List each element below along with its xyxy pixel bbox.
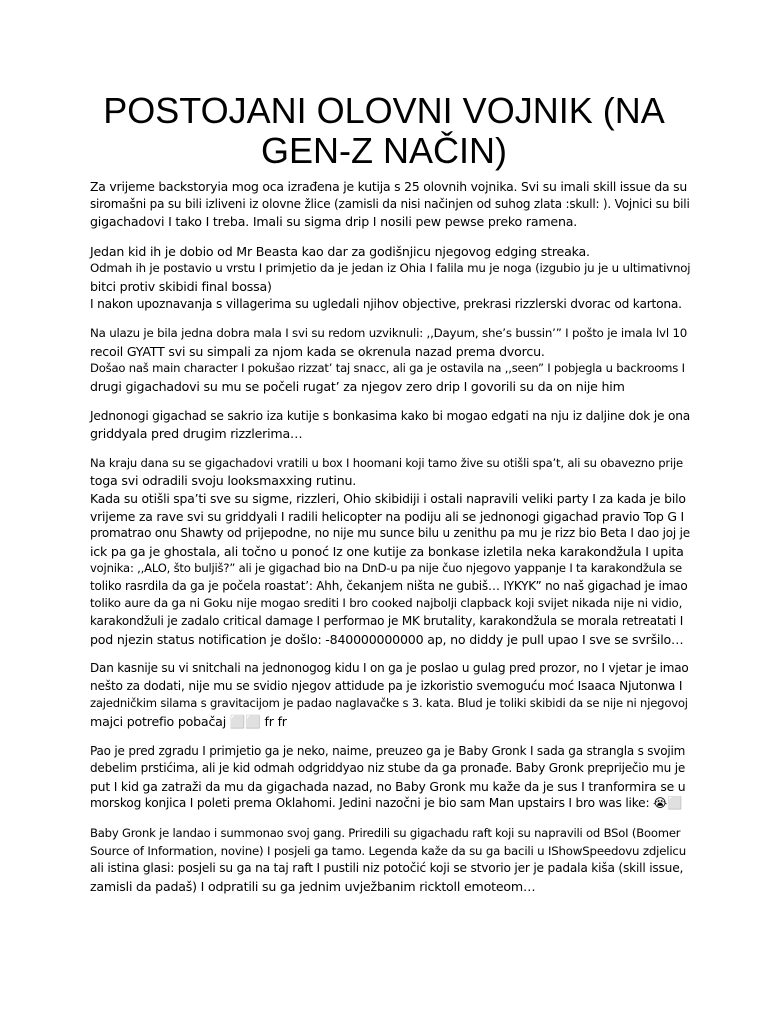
text-line: zajedničkim silama s gravitacijom je padao naglavačke s 3. kata. Blud je toliki skibidi da se nije ni njegovoj [90,696,688,711]
text-line: zamisli da padaš) I odpratili su ga jednim uvježbanim ricktoll emoteom… [90,878,536,894]
text-line: majci potrefio pobačaj ⬜⬜ fr fr [90,714,287,730]
paragraph [90,408,690,443]
text-line: morskog konjica I poleti prema Oklahomi. Jedini nazočni je bio sam Man upstairs I bro was like: 😭⬜ [90,796,683,811]
text-line: pod njezin status notification je došlo: -840000000000 ap, no diddy je pull upao I sve se svršilo… [90,631,684,647]
document-title: POSTOJANI OLOVNI VOJNIK (NA GEN-Z NAČIN) [103,90,665,171]
text-line: toliko rasrdila da ga je počela roastat’: Ahh, čekanjem ništa ne gubiš… IYKYK” no naš gigachad je imao [90,578,688,593]
text-line: siromašni pa su bili izliveni iz olovne žlice (zamisli da nisi načinjen od suhog zlata :skull: ). Vojnici su bili [90,196,690,211]
text-line: toliko aure da ga ni Goku nije mogao srediti I bro cooked najbolji clapback koji svijet nikada nije ni vidio, [90,596,683,611]
text-line: gigachadovi I tako I treba. Imali su sigma drip I nosili pew pewse preko ramena. [90,214,578,230]
paragraph [90,825,690,895]
text-line: Source of Information, novine) I posjeli ga tamo. Legenda kaže da su ga bacili u IShowSpeedovu zdjelicu [90,843,686,858]
text-line: drugi gigachadovi su mu se počeli rugat’ za njegov zero drip I govorili su da on nije him [90,378,625,394]
paragraph [90,178,690,231]
text-line: put I kid ga zatraži da mu da gigachada nazad, no Baby Gronk mu kaže da je sus I tranformira se u [90,778,686,794]
text-line: promatrao onu Shawty od prijepodne, no nije mu sunce bilu u zenithu pa mu je rizz bio Beta I dao joj je [90,526,690,541]
paragraph [90,660,690,730]
text-line: ick pa ga je ghostala, ali točno u ponoć Iz one kutije za bonkase izletila neka karakondžula I upita [90,543,684,559]
text-line: griddyala pred drugim rizzlerima… [90,426,303,442]
paragraph [90,455,690,649]
text-line: nešto za dodati, nije mu se svidio njegov attidude pa je izkoristio svemoguću moć Isaaca Njutonwa I [90,678,683,693]
text-line: I nakon upoznavanja s villagerima su ugledali njihov objective, prekrasi rizzlerski dvorac od kartona. [90,296,682,311]
text-line: Baby Gronk je landao i summonao svoj gang. Priredili su gigachadu raft koji su napravili od BSoI (Boomer [90,826,681,840]
text-line: ali istina glasi: posjeli su ga na taj raft I pustili niz potočić koji se stvorio jer je padala kiša (skill issue, [90,861,684,876]
paragraph [90,743,690,813]
paragraph [90,325,690,395]
paragraph [90,243,690,313]
text-line: Jedan kid ih je dobio od Mr Beasta kao dar za godišnjicu njegovog edging streaka. [90,243,590,259]
text-line: Došao naš main character I pokušao rizzat’ taj snacc, ali ga je ostavila na ,,seen” I pobjegla u backrooms I [90,361,685,376]
text-line: toga svi odradili svoju looksmaxxing rutinu. [90,473,357,489]
text-line: Na kraju dana su se gigachadovi vratili u box I hoomani koji tamo žive su otišli spa’t, ali su obavezno prije [90,455,683,470]
text-line: Pao je pred zgradu I primjetio ga je neko, naime, preuzeo ga je Baby Gronk I sada ga strangla s svojim [90,743,686,758]
text-line: vojnika: ,,ALO, što buljiš?” ali je gigachad bio na DnD-u pa nije čuo njegovo yappanje I ta karakondžula se [90,561,682,576]
text-line: Dan kasnije su vi snitchali na jednonogog kidu I on ga je poslao u gulag pred prozor, no I vjetar je imao [90,661,689,676]
text-line: Za vrijeme backstoryia mog oca izrađena je kutija s 25 olovnih vojnika. Svi su imali skill issue da su [90,179,688,194]
text-line: Kada su otišli spa’ti sve su sigme, rizzleri, Ohio skibidiji i ostali napravili veliki party I za kada je bilo [90,490,686,506]
text-line: vrijeme za rave svi su griddyali I radili helicopter na podiju ali se jednonogi gigachad pravio Top G I [90,508,684,524]
text-line: Jednonogi gigachad se sakrio iza kutije s bonkasima kako bi mogao edgati na nju iz daljine dok je ona [90,408,691,423]
text-line: Odmah ih je postavio u vrstu I primjetio da je jedan iz Ohia I falila mu je noga (izgubio ju je u ultimativnoj [90,261,691,276]
document-body [90,178,690,907]
text-line: debelim prstićima, ali je kid odmah odgriddyao niz stube da ga pronađe. Baby Gronk prepriječio mu je [90,761,686,776]
text-line: Na ulazu je bila jedna dobra mala I svi su redom uzviknuli: ,,Dayum, she’s bussin’” I pošto je imala lvl 10 [90,326,688,341]
text-line: recoil GYATT svi su simpali za njom kada se okrenula nazad prema dvorcu. [90,343,545,359]
text-line: karakondžuli je zadalo critical damage I performao je MK brutality, karakondžula se morala retreatati I [90,614,684,629]
text-line: bitci protiv skibidi final bossa) [90,278,272,294]
